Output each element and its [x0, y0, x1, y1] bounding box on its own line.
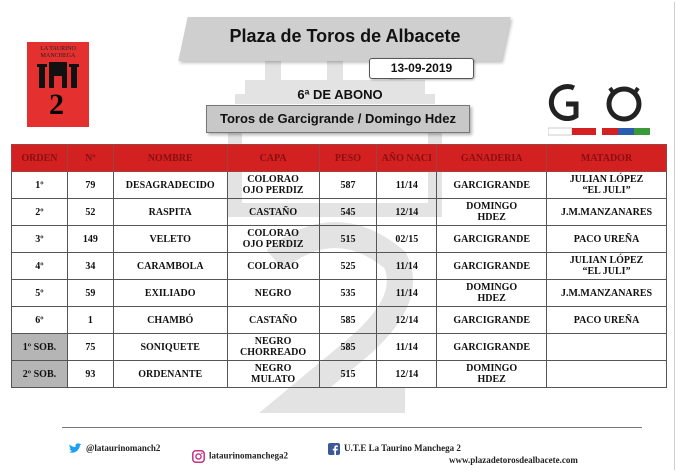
table-row: [12, 307, 667, 334]
cell-orden: 5º: [12, 280, 68, 307]
cell-line: OJO PERDIZ: [242, 239, 304, 250]
column-header: ORDEN: [12, 145, 68, 172]
cell-nombre: EXILIADO: [113, 280, 227, 307]
cell-line: HDEZ: [477, 293, 506, 304]
cell-line: JULIAN LÓPEZ: [569, 174, 644, 185]
cell-nac: 12/14: [377, 199, 437, 226]
cell-peso: 585: [319, 334, 377, 361]
cell-peso: 515: [319, 361, 377, 388]
cell-ganaderia: [437, 334, 547, 361]
cell-num: 52: [67, 199, 113, 226]
twitter-icon: [68, 443, 82, 455]
cell-line: DOMINGO: [466, 363, 518, 374]
cell-num: 34: [67, 253, 113, 280]
cell-nombre: CARAMBOLA: [113, 253, 227, 280]
facebook-icon: [328, 443, 340, 455]
column-header: AÑO NACI: [377, 145, 437, 172]
cell-line: HDEZ: [477, 212, 506, 223]
cell-capa: [227, 280, 319, 307]
cell-line: OJO PERDIZ: [242, 185, 304, 196]
cell-line: COLORAO: [247, 174, 299, 185]
cell-num: 75: [67, 334, 113, 361]
cell-line: NEGRO: [254, 336, 292, 347]
instagram-icon: [192, 450, 205, 463]
cell-line: J.M.MANZANARES: [560, 206, 653, 218]
cell-nombre: DESAGRADECIDO: [113, 172, 227, 199]
twitter-handle: @lataurinomanch2: [86, 443, 161, 454]
cell-line: PACO UREÑA: [573, 233, 640, 245]
cell-capa: [227, 334, 319, 361]
cell-capa: [227, 226, 319, 253]
cell-nac: 11/14: [377, 280, 437, 307]
instagram-handle: lataurinomanchega2: [209, 450, 289, 461]
cell-line: GARCIGRANDE: [453, 314, 530, 326]
cell-line: NEGRO: [254, 363, 292, 374]
cell-matador: [547, 334, 667, 361]
ganaderias-box: Toros de Garcigrande / Domingo Hdez: [206, 105, 470, 133]
cell-num: 59: [67, 280, 113, 307]
cell-matador: [547, 361, 667, 388]
cell-line: “EL JULI”: [582, 185, 631, 196]
page-title: Plaza de Toros de Albacete: [229, 26, 461, 46]
cell-capa: [227, 199, 319, 226]
cell-line: NEGRO: [254, 287, 292, 299]
table-row: [12, 199, 667, 226]
cell-line: MULATO: [251, 374, 296, 385]
cell-matador: [547, 226, 667, 253]
footer-instagram[interactable]: [192, 450, 288, 463]
cell-nac: 02/15: [377, 226, 437, 253]
cell-capa: [227, 307, 319, 334]
cell-line: HDEZ: [477, 374, 506, 385]
cell-line: GARCIGRANDE: [453, 179, 530, 191]
cell-orden: 4º: [12, 253, 68, 280]
cell-capa: [227, 172, 319, 199]
cell-num: 93: [67, 361, 113, 388]
cell-line: COLORAO: [247, 260, 299, 272]
cell-peso: 585: [319, 307, 377, 334]
cell-ganaderia: [437, 226, 547, 253]
table-row: [12, 280, 667, 307]
cell-nac: 11/14: [377, 334, 437, 361]
cell-num: 79: [67, 172, 113, 199]
column-header: PESO: [319, 145, 377, 172]
table-row: [12, 226, 667, 253]
column-header: Nº: [67, 145, 113, 172]
footer-twitter[interactable]: [68, 443, 160, 455]
cell-line: J.M.MANZANARES: [560, 287, 653, 299]
cell-nac: 12/14: [377, 307, 437, 334]
cell-ganaderia: [437, 280, 547, 307]
footer-facebook[interactable]: [328, 443, 461, 455]
logo-number: 2: [49, 88, 64, 121]
column-header: NOMBRE: [113, 145, 227, 172]
cell-orden: 2º: [12, 199, 68, 226]
cell-peso: 587: [319, 172, 377, 199]
cell-ganaderia: [437, 307, 547, 334]
abono-label: 6ª DE ABONO: [297, 87, 383, 102]
castle-logo-icon: [37, 60, 79, 88]
cell-num: 1: [67, 307, 113, 334]
cell-line: DOMINGO: [466, 282, 518, 293]
event-date: 13-09-2019: [369, 58, 474, 79]
cell-line: CASTAÑO: [249, 314, 298, 326]
brands-logo-icon: [548, 82, 650, 138]
cell-peso: 525: [319, 253, 377, 280]
cell-line: GARCIGRANDE: [453, 233, 530, 245]
bull-list-table: [11, 144, 667, 388]
table-header-row: [12, 145, 667, 172]
cell-line: DOMINGO: [466, 201, 518, 212]
cell-orden: 6º: [12, 307, 68, 334]
cell-ganaderia: [437, 253, 547, 280]
cell-nombre: ORDENANTE: [113, 361, 227, 388]
cell-orden: 1º: [12, 172, 68, 199]
cell-nac: 11/14: [377, 253, 437, 280]
table-row: [12, 172, 667, 199]
cell-matador: [547, 280, 667, 307]
cell-orden: 2º SOB.: [12, 361, 68, 388]
website-link[interactable]: www.plazadetorosdealbacete.com: [449, 455, 578, 465]
logo-text: LA TAURINO MANCHEGA: [40, 46, 76, 59]
cell-line: CASTAÑO: [249, 206, 298, 218]
cell-nac: 12/14: [377, 361, 437, 388]
cell-line: “EL JULI”: [582, 266, 631, 277]
cell-ganaderia: [437, 199, 547, 226]
footer-website[interactable]: [449, 455, 578, 465]
cell-line: COLORAO: [247, 228, 299, 239]
facebook-page: U.T.E La Taurino Manchega 2: [344, 443, 461, 454]
cell-orden: 3º: [12, 226, 68, 253]
cell-capa: [227, 361, 319, 388]
cell-line: PACO UREÑA: [573, 314, 640, 326]
cell-ganaderia: [437, 172, 547, 199]
cell-num: 149: [67, 226, 113, 253]
cell-matador: [547, 172, 667, 199]
cell-nombre: VELETO: [113, 226, 227, 253]
column-header: GANADERIA: [437, 145, 547, 172]
cell-nombre: CHAMBÓ: [113, 307, 227, 334]
cell-peso: 515: [319, 226, 377, 253]
cell-capa: [227, 253, 319, 280]
cell-orden: 1º SOB.: [12, 334, 68, 361]
cell-matador: [547, 307, 667, 334]
column-header: MATADOR: [547, 145, 667, 172]
footer-divider: [62, 427, 642, 428]
cell-line: JULIAN LÓPEZ: [569, 255, 644, 266]
cell-ganaderia: [437, 361, 547, 388]
cell-line: GARCIGRANDE: [453, 260, 530, 272]
cell-nac: 11/14: [377, 172, 437, 199]
table-row: [12, 334, 667, 361]
cell-nombre: SONIQUETE: [113, 334, 227, 361]
table-row: [12, 253, 667, 280]
cell-peso: 535: [319, 280, 377, 307]
taurino-manchega-logo: [27, 42, 89, 127]
cell-peso: 545: [319, 199, 377, 226]
table-row: [12, 361, 667, 388]
cell-matador: [547, 253, 667, 280]
cell-nombre: RASPITA: [113, 199, 227, 226]
cell-line: GARCIGRANDE: [453, 341, 530, 353]
cell-matador: [547, 199, 667, 226]
cell-line: CHORREADO: [240, 347, 307, 358]
column-header: CAPA: [227, 145, 319, 172]
